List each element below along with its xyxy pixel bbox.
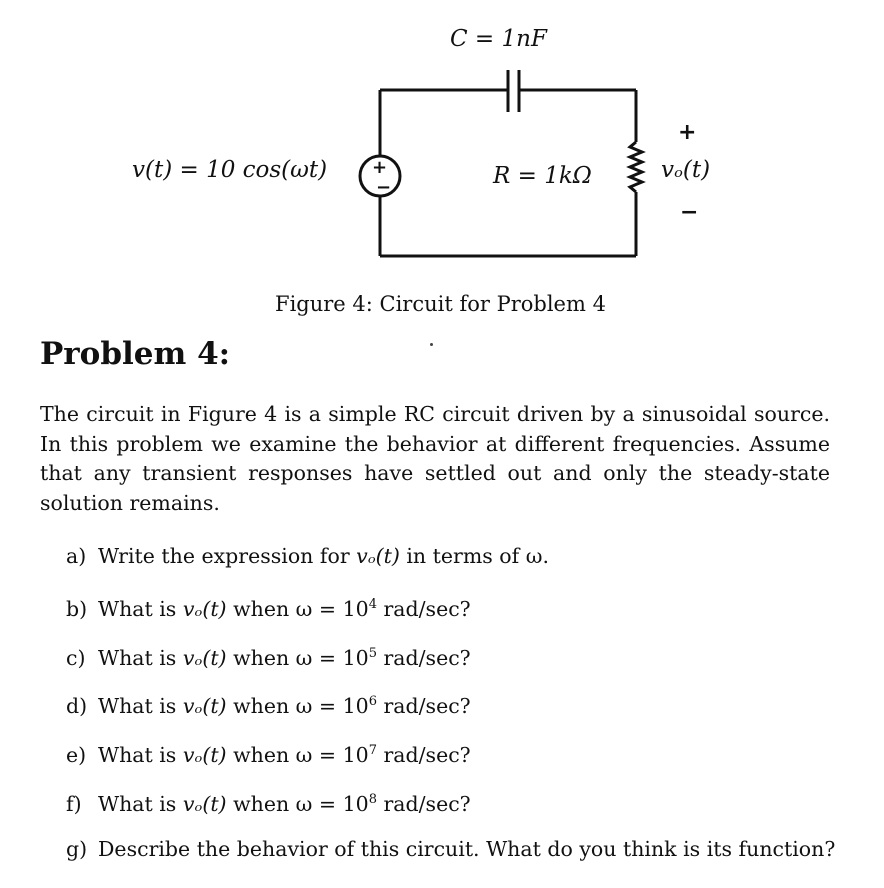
question-text: What is [98, 743, 183, 768]
question-c [66, 639, 835, 688]
question-g [66, 834, 835, 883]
question-a [66, 541, 835, 590]
question-e [66, 736, 835, 785]
source-plus-sign: + [372, 157, 388, 178]
question-letter: g) [66, 836, 88, 861]
question-text: What is [98, 694, 183, 719]
question-text: when ω = 10 [226, 645, 369, 670]
question-math: vₒ(t) [182, 596, 227, 621]
question-letter: a) [66, 544, 87, 568]
problem-intro: The circuit in Figure 4 is a simple RC circuit driven by a sinusoidal source. In this problem we examine the behavior at different frequencies. Assume that any transient responses have settled out and only the steady-state solution remains. [40, 402, 830, 515]
question-d [66, 687, 835, 736]
question-exponent: 7 [368, 743, 377, 759]
question-text: rad/sec? [376, 645, 471, 670]
question-letter: e) [66, 743, 87, 768]
question-text: when ω = 10 [226, 791, 369, 816]
question-exponent: 5 [368, 645, 377, 661]
question-text: What is [98, 596, 183, 621]
question-text: rad/sec? [376, 596, 471, 621]
question-text: rad/sec? [376, 743, 471, 768]
resistor-zigzag [630, 142, 642, 192]
question-letter: f) [66, 791, 82, 816]
question-exponent: 6 [368, 694, 377, 710]
question-b [66, 590, 835, 639]
output-plus-sign: + [678, 120, 697, 145]
source-label: v(t) = 10 cos(ωt) [132, 157, 328, 183]
stray-dot [430, 343, 433, 346]
question-text: What is [98, 645, 183, 670]
question-math: vₒ(t) [182, 743, 227, 768]
question-exponent: 8 [368, 791, 377, 807]
question-math: vₒ(t) [182, 694, 227, 719]
question-text: rad/sec? [376, 791, 471, 816]
question-f [66, 785, 835, 834]
question-letter: d) [66, 694, 88, 719]
question-list [66, 541, 835, 883]
question-math: vₒ(t) [182, 645, 227, 670]
question-letter: b) [66, 596, 88, 621]
question-text: in terms of ω. [399, 544, 549, 568]
question-text: Describe the behavior of this circuit. What do you think is its function? [98, 836, 836, 861]
figure-caption: Figure 4: Circuit for Problem 4 [275, 292, 606, 316]
question-text: when ω = 10 [226, 694, 369, 719]
problem-heading: Problem 4: [40, 336, 231, 372]
source-minus-sign: − [376, 177, 392, 198]
question-math: vₒ(t) [182, 791, 227, 816]
question-math: vₒ(t) [356, 544, 400, 568]
question-letter: c) [66, 645, 86, 670]
question-text: when ω = 10 [226, 596, 369, 621]
circuit-diagram [0, 0, 884, 290]
question-text: rad/sec? [376, 694, 471, 719]
output-voltage-label: vₒ(t) [661, 157, 711, 183]
output-minus-sign: − [680, 200, 699, 225]
question-text: Write the expression for [98, 544, 357, 568]
capacitor-label: C = 1nF [450, 26, 547, 52]
question-text: when ω = 10 [226, 743, 369, 768]
question-exponent: 4 [368, 596, 377, 612]
resistor-label: R = 1kΩ [493, 163, 592, 189]
question-text: What is [98, 791, 183, 816]
